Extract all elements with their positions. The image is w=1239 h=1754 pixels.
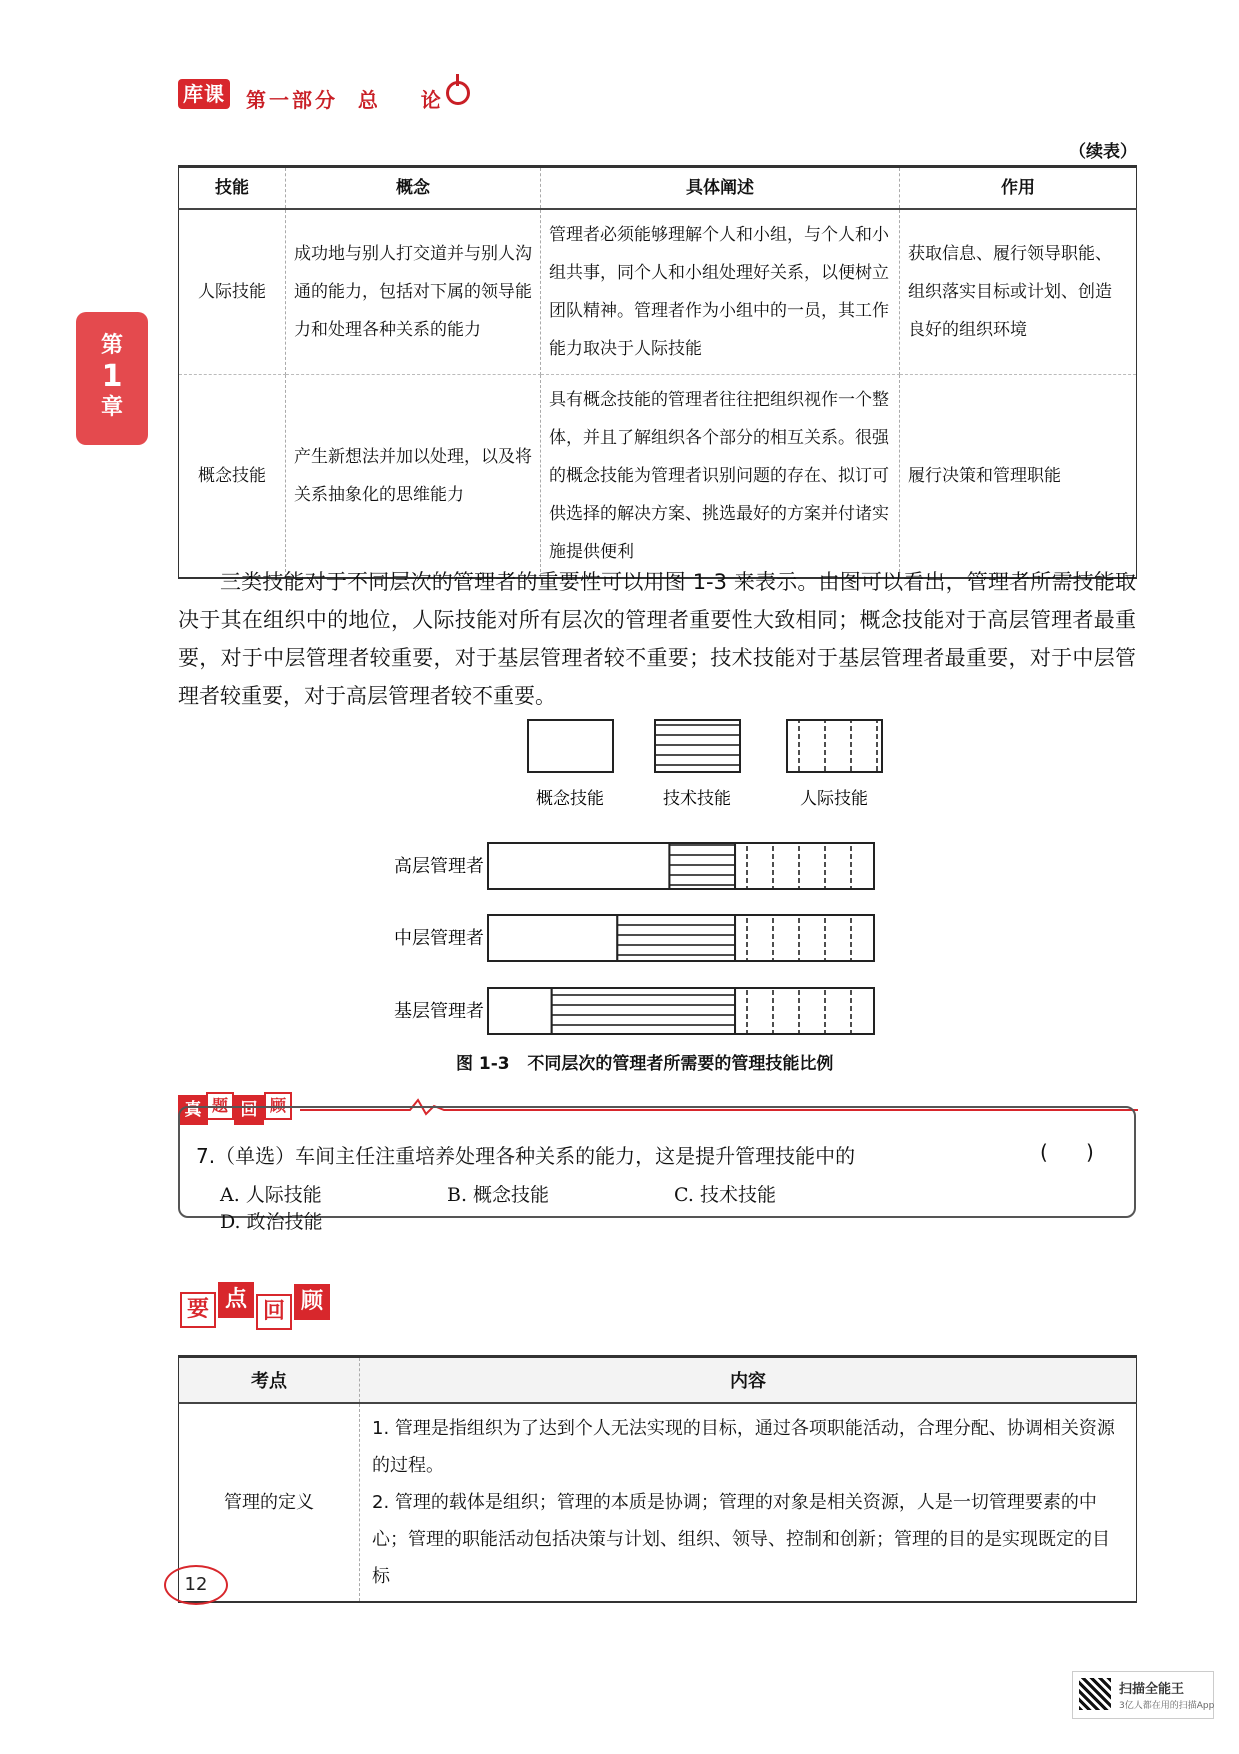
badge-char: 要 bbox=[180, 1292, 216, 1328]
row-label: 高层管理者 bbox=[394, 856, 484, 877]
concept-cell: 产生新想法并加以处理，以及将关系抽象化的思维能力 bbox=[286, 375, 541, 579]
scanner-name: 扫描全能王 bbox=[1119, 1682, 1185, 1697]
bar-segment-interpersonal bbox=[735, 915, 874, 961]
option-d[interactable]: D. 政治技能 bbox=[220, 1211, 323, 1233]
badge-char: 点 bbox=[218, 1282, 254, 1318]
question-text: 7.（单选）车间主任注重培养处理各种关系的能力，这是提升管理技能中的 bbox=[196, 1144, 856, 1168]
row-label: 基层管理者 bbox=[394, 1001, 484, 1022]
skills-figure bbox=[370, 710, 930, 1050]
detail-cell: 具有概念技能的管理者往往把组织视作一个整体，并且了解组织各个部分的相互关系。很强的概念技能为管理者识别问题的存在、拟订可供选择的解决方案、挑选最好的方案并付诸实施提供便利 bbox=[541, 375, 900, 579]
column-header: 技能 bbox=[179, 167, 286, 210]
legend-label: 技术技能 bbox=[663, 789, 731, 809]
content-cell bbox=[360, 1403, 1137, 1602]
role-cell: 获取信息、履行领导职能、组织落实目标或计划、创造良好的组织环境 bbox=[900, 209, 1137, 375]
option-b[interactable]: B. 概念技能 bbox=[447, 1184, 550, 1206]
skill-cell: 概念技能 bbox=[179, 375, 286, 579]
bar-segment-technical bbox=[552, 988, 735, 1034]
chapter-number: 1 bbox=[101, 359, 123, 394]
bar-segment-interpersonal bbox=[735, 988, 874, 1034]
bar-segment-technical bbox=[617, 915, 735, 961]
column-header: 作用 bbox=[900, 167, 1137, 210]
chapter-tab bbox=[76, 312, 148, 445]
chapter-prefix: 第 bbox=[100, 333, 123, 358]
skills-table bbox=[178, 165, 1137, 579]
badge-char: 真 bbox=[178, 1095, 208, 1125]
bar-segment-concept bbox=[488, 988, 552, 1034]
badge-char: 顾 bbox=[264, 1092, 292, 1120]
publisher-logo: 库课 bbox=[178, 79, 230, 109]
clock-icon bbox=[446, 81, 470, 105]
badge-char: 回 bbox=[234, 1095, 264, 1125]
part-title: 第一部分 总 论 bbox=[246, 88, 444, 112]
legend-swatch-technical bbox=[655, 720, 740, 772]
content-line: 1. 管理是指组织为了达到个人无法实现的目标，通过各项职能活动，合理分配、协调相关资源的过程。 bbox=[372, 1418, 1115, 1476]
review-table bbox=[178, 1355, 1137, 1603]
badge-char: 顾 bbox=[294, 1284, 330, 1320]
bar-segment-concept bbox=[488, 843, 669, 889]
option-c[interactable]: C. 技术技能 bbox=[674, 1184, 776, 1206]
continued-label: （续表） bbox=[1069, 142, 1137, 162]
bar-segment-technical bbox=[669, 843, 735, 889]
detail-cell: 管理者必须能够理解个人和小组，与个人和小组共事，同个人和小组处理好关系，以便树立团队精神。管理者作为小组中的一员，其工作能力取决于人际技能 bbox=[541, 209, 900, 375]
bar-segment-interpersonal bbox=[735, 843, 874, 889]
badge-char: 回 bbox=[256, 1294, 292, 1330]
table-header-row bbox=[179, 1357, 1137, 1404]
badge-char: 题 bbox=[206, 1092, 234, 1120]
content-line: 2. 管理的载体是组织；管理的本质是协调；管理的对象是相关资源，人是一切管理要素的中心；管理的职能活动包括决策与计划、组织、领导、控制和创新；管理的目的是实现既定的目标 bbox=[372, 1492, 1110, 1587]
legend-swatch-concept bbox=[528, 720, 613, 772]
column-header: 概念 bbox=[286, 167, 541, 210]
role-cell: 履行决策和管理职能 bbox=[900, 375, 1137, 579]
option-a[interactable]: A. 人际技能 bbox=[220, 1184, 322, 1206]
scanner-tagline: 3亿人都在用的扫描App bbox=[1119, 1701, 1215, 1711]
row-label: 中层管理者 bbox=[394, 928, 484, 949]
table-row bbox=[179, 375, 1137, 579]
bar-segment-concept bbox=[488, 915, 617, 961]
table-row bbox=[179, 1403, 1137, 1602]
answer-blank[interactable]: ( ) bbox=[1040, 1140, 1094, 1164]
legend-swatch-interpersonal bbox=[787, 720, 882, 772]
body-paragraph: 三类技能对于不同层次的管理者的重要性可以用图 1-3 来表示。由图可以看出，管理者所需技能取决于其在组织中的地位，人际技能对所有层次的管理者重要性大致相同；概念技能对于高层管理者最重要，对于中层管理者较重要，对于基层管理者较不重要；技术技能对于基层管理者最重要，对于中层管理者较重要，对于高层管理者较不重要。 bbox=[178, 570, 1136, 708]
options bbox=[220, 1180, 1020, 1234]
chapter-suffix: 章 bbox=[100, 395, 123, 420]
legend-label: 人际技能 bbox=[800, 789, 868, 809]
column-header: 具体阐述 bbox=[541, 167, 900, 210]
table-header-row bbox=[179, 167, 1137, 210]
skill-cell: 人际技能 bbox=[179, 209, 286, 375]
table-row bbox=[179, 209, 1137, 375]
legend-label: 概念技能 bbox=[536, 789, 604, 809]
concept-cell: 成功地与别人打交道并与别人沟通的能力，包括对下属的领导能力和处理各种关系的能力 bbox=[286, 209, 541, 375]
topic-cell: 管理的定义 bbox=[179, 1403, 360, 1602]
figure-caption: 图 1-3 不同层次的管理者所需要的管理技能比例 bbox=[456, 1054, 834, 1074]
qr-code-icon bbox=[1079, 1678, 1111, 1710]
column-header: 内容 bbox=[360, 1357, 1137, 1404]
review-badge bbox=[180, 1282, 330, 1330]
column-header: 考点 bbox=[179, 1357, 360, 1404]
scanner-watermark bbox=[1072, 1671, 1214, 1719]
page-number: 12 bbox=[164, 1565, 228, 1605]
